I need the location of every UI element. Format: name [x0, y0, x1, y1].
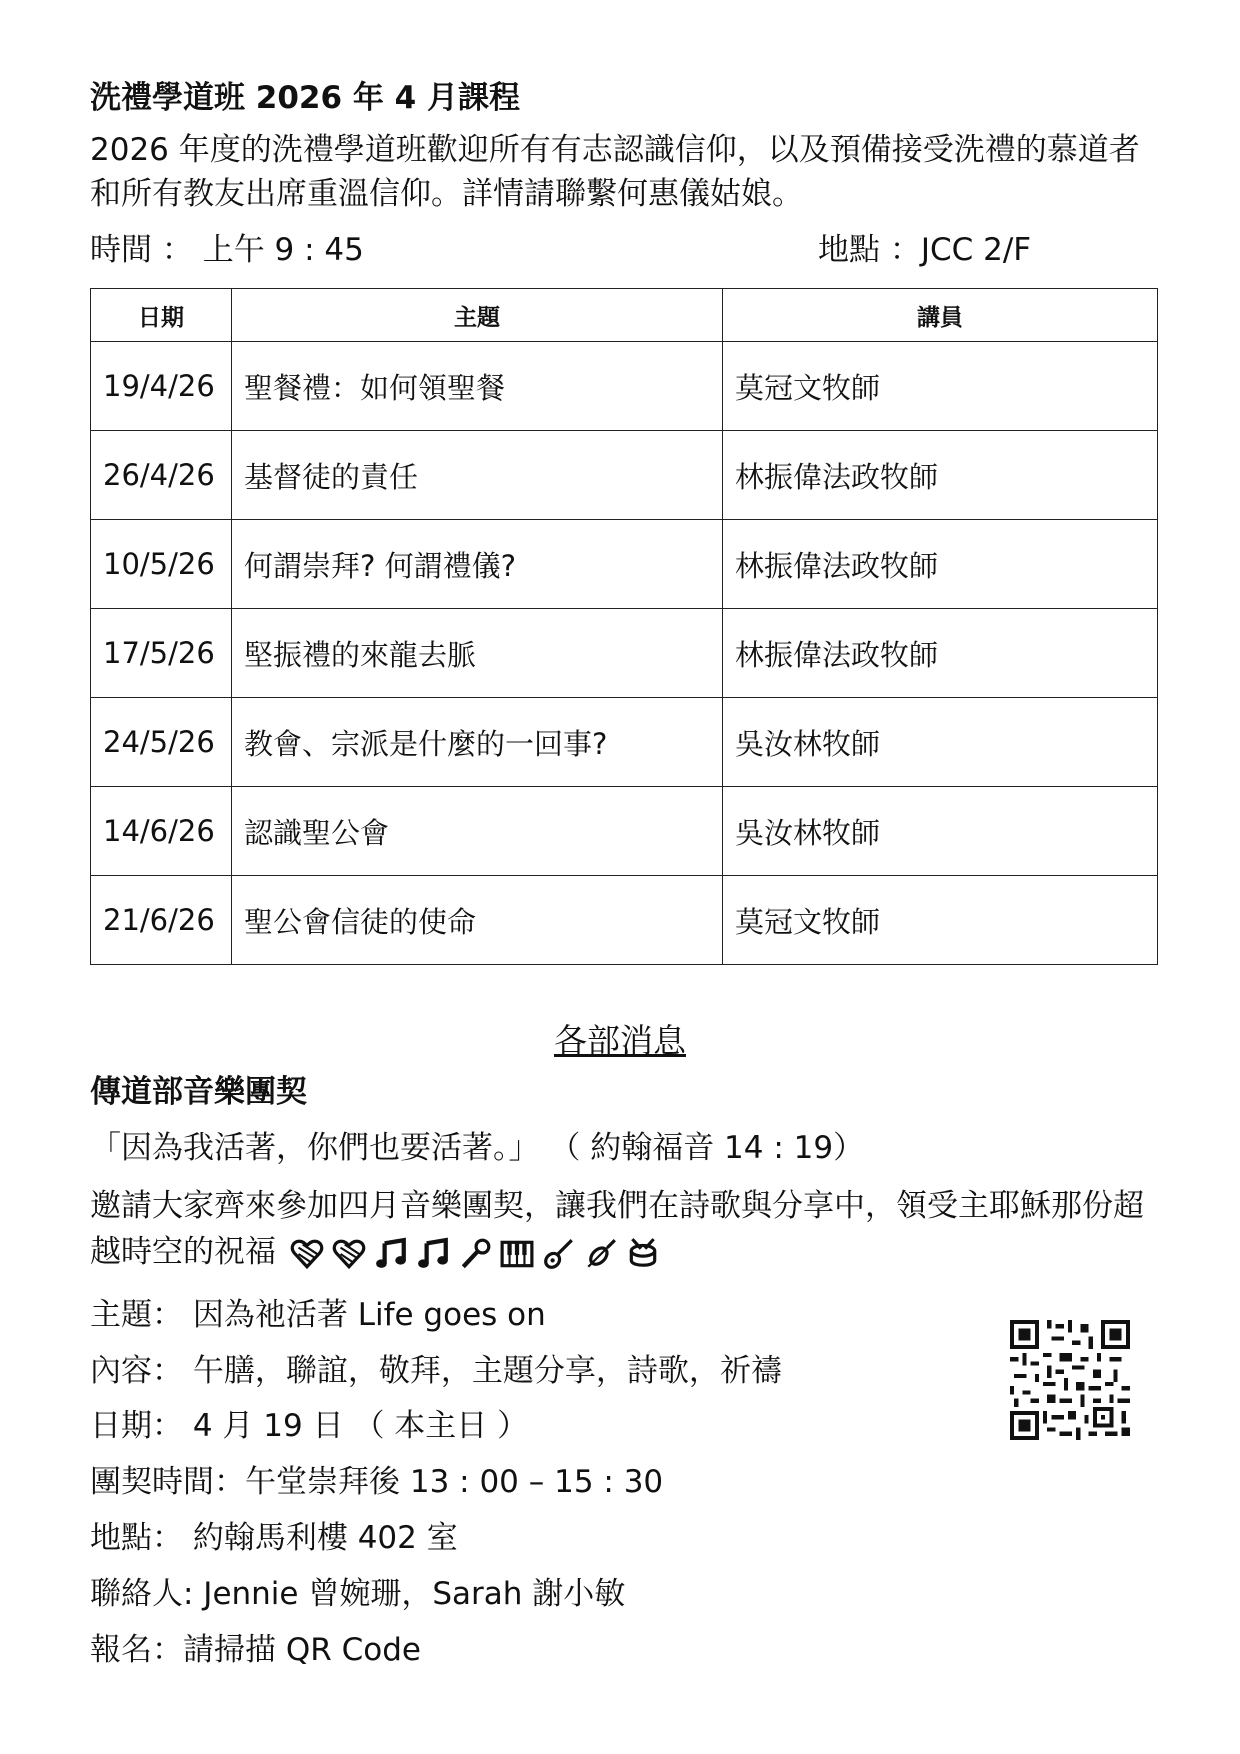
heart-icon	[290, 1237, 324, 1271]
row-speaker: 吳汝林牧師	[723, 698, 1158, 787]
table-row	[91, 609, 1158, 698]
music-note-icon	[416, 1237, 450, 1271]
row-topic: 教會、宗派是什麼的一回事?	[232, 698, 723, 787]
fellowship-register: 報名：請掃描 QR Code	[90, 1632, 422, 1668]
row-date: 10/5/26	[91, 520, 232, 609]
intro-text: 2026 年度的洗禮學道班歡迎所有有志認識信仰，以及預備接受洗禮的慕道者和所有教友出席重溫信仰。詳情請聯繫何惠儀姑娘。	[90, 132, 1140, 212]
row-date: 24/5/26	[91, 698, 232, 787]
header-speaker: 講員	[723, 289, 1158, 342]
table-row	[91, 787, 1158, 876]
row-speaker: 林振偉法政牧師	[723, 520, 1158, 609]
music-note-icon	[374, 1237, 408, 1271]
invite-text: 邀請大家齊來參加四月音樂團契，讓我們在詩歌與分享中，領受主耶穌那份超越時空的祝福	[90, 1188, 1144, 1270]
guitar-icon	[542, 1237, 576, 1271]
piano-keys-icon	[500, 1237, 534, 1271]
qr-code[interactable]	[1010, 1320, 1130, 1440]
class-time: 時間 ： 上午 9 : 45	[90, 232, 364, 268]
fellowship-content: 內容： 午膳，聯誼，敬拜，主題分享，詩歌，祈禱	[90, 1353, 782, 1389]
table-row	[91, 431, 1158, 520]
row-speaker: 林振偉法政牧師	[723, 431, 1158, 520]
fellowship-date: 日期： 4 月 19 日 （ 本主日 ）	[90, 1408, 529, 1444]
row-topic: 聖公會信徒的使命	[232, 876, 723, 965]
row-speaker: 吳汝林牧師	[723, 787, 1158, 876]
page-title: 洗禮學道班 2026 年 4 月課程	[90, 80, 521, 116]
row-date: 14/6/26	[91, 787, 232, 876]
row-date: 17/5/26	[91, 609, 232, 698]
table-row	[91, 876, 1158, 965]
table-header-row	[91, 289, 1158, 342]
fellowship-theme: 主題： 因為祂活著 Life goes on	[90, 1297, 546, 1333]
microphone-icon	[458, 1237, 492, 1271]
section-title: 傳道部音樂團契	[90, 1074, 307, 1110]
drum-icon	[626, 1237, 660, 1271]
violin-icon	[584, 1237, 618, 1271]
invite-paragraph	[90, 1183, 1170, 1275]
row-date: 21/6/26	[91, 876, 232, 965]
emoji-row	[290, 1237, 660, 1271]
class-venue: 地點 ：JCC 2/F	[818, 232, 1032, 268]
news-heading: 各部消息	[554, 1021, 686, 1060]
header-topic: 主題	[232, 289, 723, 342]
fellowship-contact: 聯絡人: Jennie 曾婉珊，Sarah 謝小敏	[90, 1576, 626, 1612]
fellowship-time: 團契時間：午堂崇拜後 13 : 00 – 15 : 30	[90, 1464, 664, 1500]
row-speaker: 莫冠文牧師	[723, 876, 1158, 965]
row-topic: 聖餐禮：如何領聖餐	[232, 342, 723, 431]
table-row	[91, 520, 1158, 609]
heart-icon	[332, 1237, 366, 1271]
bible-quote: 「因為我活著，你們也要活著。」 （ 約翰福音 14 : 19）	[90, 1130, 865, 1166]
row-date: 19/4/26	[91, 342, 232, 431]
row-speaker: 林振偉法政牧師	[723, 609, 1158, 698]
row-topic: 基督徒的責任	[232, 431, 723, 520]
fellowship-place: 地點： 約翰馬利樓 402 室	[90, 1520, 458, 1556]
row-topic: 認識聖公會	[232, 787, 723, 876]
schedule-table	[90, 288, 1158, 965]
row-topic: 何謂崇拜? 何謂禮儀?	[232, 520, 723, 609]
table-row	[91, 698, 1158, 787]
row-speaker: 莫冠文牧師	[723, 342, 1158, 431]
row-date: 26/4/26	[91, 431, 232, 520]
row-topic: 堅振禮的來龍去脈	[232, 609, 723, 698]
header-date: 日期	[91, 289, 232, 342]
table-row	[91, 342, 1158, 431]
